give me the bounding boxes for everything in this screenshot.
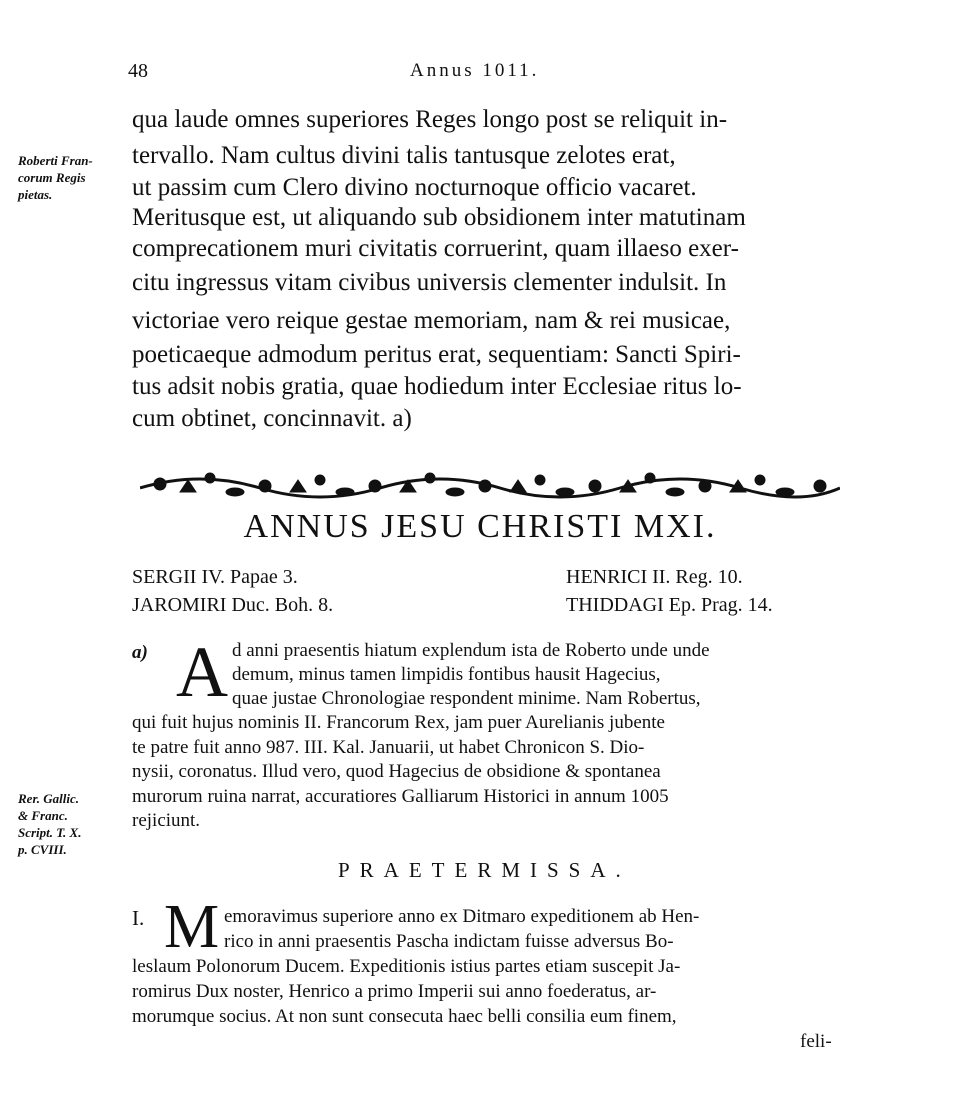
margin-note-line: corum Regis [18,170,86,185]
main-text-line: victoriae vero reique gestae memoriam, nam & rei musicae, [132,307,731,334]
section-line: morumque socius. At non sunt consecuta haec belli consilia eum finem, [132,1006,677,1027]
ornament-band [140,462,840,506]
section-line: rico in anni praesentis Pascha indictam fuisse adversus Bo- [224,931,674,952]
subheading: PRAETERMISSA. [338,858,631,882]
page-number: 48 [128,60,148,82]
footnote-line: d anni praesentis hiatum explendum ista de Roberto unde unde [232,640,710,661]
main-text-line: cum obtinet, concinnavit. a) [132,405,412,432]
margin-note-line: p. CVIII. [18,842,67,857]
margin-note-line: pietas. [18,187,53,202]
margin-note-reference [18,790,81,858]
footnote-line: murorum ruina narrat, accuratiores Galliarum Historici in annum 1005 [132,786,669,807]
margin-note-line: & Franc. [18,808,68,823]
footnote-dropcap: A [176,632,228,712]
footnote-line: te patre fuit anno 987. III. Kal. Januarii, ut habet Chronicon S. Dio- [132,737,645,758]
main-text-line: qua laude omnes superiores Reges longo post se reliquit in- [132,106,728,133]
regnal-right-2: THIDDAGI Ep. Prag. 14. [566,594,773,616]
main-text-line: comprecationem muri civitatis corruerint, quam illaeso exer- [132,235,739,262]
section-title: ANNUS JESU CHRISTI MXI. [243,508,717,545]
regnal-left-2: JAROMIRI Duc. Boh. 8. [132,594,334,616]
margin-note-line: Script. T. X. [18,825,82,840]
catchword: feli- [800,1031,832,1052]
regnal-left-1: SERGII IV. Papae 3. [132,566,298,588]
margin-note-line: Rer. Gallic. [18,791,80,806]
main-text-line: citu ingressus vitam civibus universis clementer indulsit. In [132,269,727,296]
section-number: I. [132,906,145,930]
section-line: emoravimus superiore anno ex Ditmaro expeditionem ab Hen- [224,906,700,927]
footnote-line: demum, minus tamen limpidis fontibus hausit Hagecius, [232,664,661,685]
main-text-line: poeticaeque admodum peritus erat, sequentiam: Sancti Spiri- [132,341,741,368]
main-text-line: tus adsit nobis gratia, quae hodiedum inter Ecclesiae ritus lo- [132,373,742,400]
footnote-line: qui fuit hujus nominis II. Francorum Rex, jam puer Aurelianis jubente [132,712,665,733]
margin-note-piety [18,152,93,203]
main-text-line: Meritusque est, ut aliquando sub obsidionem inter matutinam [132,204,746,231]
running-title: Annus 1011. [410,60,540,81]
regnal-right-1: HENRICI II. Reg. 10. [566,566,743,588]
footnote-marker: a) [132,642,148,663]
footnote-line: rejiciunt. [132,810,201,831]
section-line: romirus Dux noster, Henrico a primo Imperii sui anno foederatus, ar- [132,981,657,1002]
section-dropcap: M [164,893,220,961]
main-text-line: ut passim cum Clero divino nocturnoque officio vacaret. [132,174,697,201]
main-text-line: tervallo. Nam cultus divini talis tantusque zelotes erat, [132,142,676,169]
footnote-line: nysii, coronatus. Illud vero, quod Hagecius de obsidione & spontanea [132,761,661,782]
section-line: leslaum Polonorum Ducem. Expeditionis istius partes etiam suscepit Ja- [132,956,681,977]
margin-note-line: Roberti Fran- [18,153,93,168]
footnote-line: quae justae Chronologiae respondent minime. Nam Robertus, [232,688,701,709]
